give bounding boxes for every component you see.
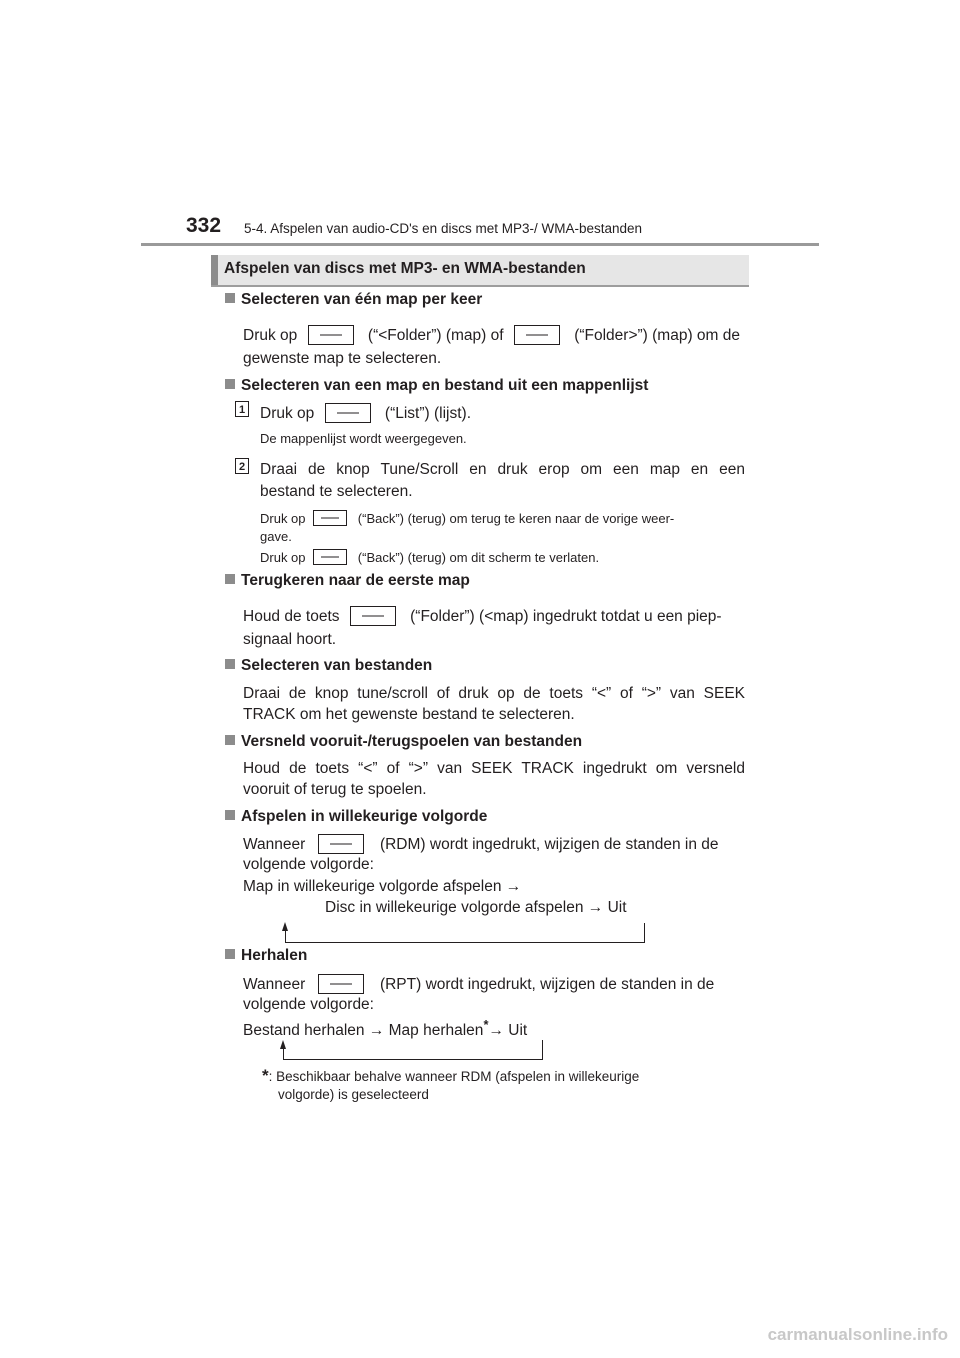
heading-repeat: Herhalen [225, 947, 307, 965]
page-number: 332 [186, 214, 222, 237]
heading-select-one-folder: Selecteren van één map per keer [225, 291, 482, 309]
square-bullet-icon [225, 574, 235, 584]
step-2-text-cont: bestand te selecteren. [260, 483, 413, 500]
step-2-note-back: Druk op (“Back”) (terug) om terug te keren naar de vorige weer- [260, 511, 675, 526]
section-title-bar [211, 255, 749, 287]
loop-connector [283, 1059, 543, 1060]
paragraph-line: Houd de toets “<” of “>” van SEEK TRACK ingedrukt om versneld [243, 760, 745, 777]
header-divider [141, 243, 819, 246]
sequence-step: Disc in willekeurige volgorde afspelen → Uit [325, 899, 627, 916]
arrow-right-icon: → [488, 1022, 504, 1040]
step-2-note-exit: Druk op (“Back”) (terug) om dit scherm te verlaten. [260, 550, 600, 565]
step-number-1: 1 [235, 401, 249, 417]
square-bullet-icon [225, 659, 235, 669]
back-button-icon [313, 549, 347, 565]
arrow-up-icon [280, 1040, 286, 1049]
step-2-note-back-cont: gave. [260, 529, 292, 544]
sequence-step: Bestand herhalen → Map herhalen*→ Uit [243, 1017, 528, 1040]
step-number-2: 2 [235, 458, 249, 474]
arrow-up-icon [282, 922, 288, 931]
section-bar-accent [211, 255, 218, 285]
heading-first-folder: Terugkeren naar de eerste map [225, 572, 470, 590]
step-2-text: Draai de knop Tune/Scroll en druk erop om een map en een [260, 461, 745, 478]
arrow-right-icon: → [368, 1022, 385, 1040]
loop-connector [644, 923, 645, 943]
list-button-icon [325, 403, 371, 423]
step-1-note: De mappenlijst wordt weergegeven. [260, 431, 467, 446]
heading-select-files: Selecteren van bestanden [225, 657, 432, 675]
rdm-button-icon [318, 834, 364, 854]
footnote-marker: * [483, 1017, 489, 1032]
square-bullet-icon [225, 735, 235, 745]
heading-select-from-list: Selecteren van een map en bestand uit een mappenlijst [225, 377, 648, 395]
folder-down-button-icon [350, 606, 396, 626]
footnote-cont: volgorde) is geselecteerd [278, 1087, 429, 1102]
section-title: Afspelen van discs met MP3- en WMA-bestanden [224, 260, 586, 277]
paragraph-line: volgende volgorde: [243, 996, 374, 1013]
paragraph-line: Wanneer (RPT) wordt ingedrukt, wijzigen de standen in de [243, 976, 715, 993]
paragraph-line: vooruit of terug te spoelen. [243, 781, 427, 798]
paragraph-line: Druk op (“<Folder”) (map) of (“Folder>”) (map) om de [243, 327, 740, 344]
square-bullet-icon [225, 949, 235, 959]
rpt-button-icon [318, 974, 364, 994]
paragraph-line: Draai de knop tune/scroll of druk op de toets “<” of “>” van SEEK [243, 685, 745, 702]
square-bullet-icon [225, 293, 235, 303]
sequence-step: Map in willekeurige volgorde afspelen → [243, 878, 522, 895]
running-header: 5-4. Afspelen van audio-CD's en discs met MP3-/ WMA-bestanden [244, 221, 643, 236]
paragraph-line: Wanneer (RDM) wordt ingedrukt, wijzigen de standen in de [243, 836, 719, 853]
heading-random-play: Afspelen in willekeurige volgorde [225, 808, 487, 826]
paragraph-line: gewenste map te selecteren. [243, 350, 442, 367]
paragraph-line: Houd de toets (“Folder”) (<map) ingedrukt totdat u een piep- [243, 608, 722, 625]
watermark: carmanualsonline.info [767, 1325, 948, 1344]
folder-down-button-icon [308, 325, 354, 345]
paragraph-line: signaal hoort. [243, 631, 337, 648]
square-bullet-icon [225, 810, 235, 820]
loop-connector [542, 1040, 543, 1060]
arrow-right-icon: → [505, 878, 522, 895]
loop-connector [285, 942, 645, 943]
heading-fast-forward: Versneld vooruit-/terugspoelen van bestanden [225, 733, 582, 751]
folder-up-button-icon [514, 325, 560, 345]
paragraph-line: volgende volgorde: [243, 856, 374, 873]
step-1-text: Druk op (“List”) (lijst). [260, 405, 471, 422]
paragraph-line: TRACK om het gewenste bestand te selecteren. [243, 706, 575, 723]
square-bullet-icon [225, 379, 235, 389]
back-button-icon [313, 510, 347, 526]
footnote: *: Beschikbaar behalve wanneer RDM (afspelen in willekeurige [262, 1066, 640, 1085]
arrow-right-icon: → [587, 899, 604, 916]
